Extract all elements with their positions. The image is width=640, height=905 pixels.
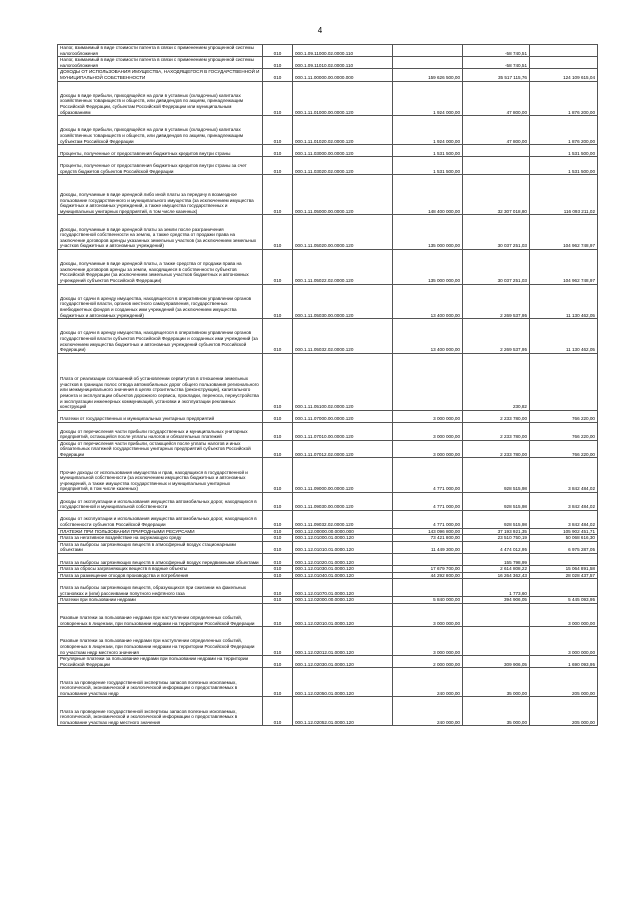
row-unexecuted-amount-cell: 766 220,00 [530, 410, 598, 422]
row-budget-code-cell: 000.1.12.02030.01.0000.120 [293, 656, 393, 668]
row-admin-code-cell: 010 [263, 116, 293, 145]
row-executed-amount-cell: 928 515,98 [463, 510, 530, 528]
row-admin-code-cell: 010 [263, 422, 293, 440]
row-name-cell: Регулярные платежи за пользование недрами при пользовании недрами на территории Российской Федерации [58, 656, 263, 668]
row-approved-amount-cell: 3 000 000,00 [393, 627, 463, 656]
row-admin-code-cell: 010 [263, 528, 293, 535]
row-name-cell: Платежи от государственных и муниципальных унитарных предприятий [58, 410, 263, 422]
row-approved-amount-cell [393, 45, 463, 57]
row-unexecuted-amount-cell: 205 000,00 [530, 668, 598, 697]
table-row [58, 697, 598, 726]
row-unexecuted-amount-cell: 15 064 891,58 [530, 566, 598, 573]
row-approved-amount-cell: 73 421 800,00 [393, 535, 463, 542]
row-name-cell: Доходы, получаемые в виде арендной либо иной платы за передачу в возмездное пользование государственного и муниципального имущества (за исключением имущества бюджетных и автономных учреждений, а также имущества государственных и муниципальных унитарных предприятий, в том числе казенных) [58, 175, 263, 215]
row-executed-amount-cell: -58 740,51 [463, 45, 530, 57]
row-budget-code-cell: 000.1.11.01020.02.0000.120 [293, 116, 393, 145]
row-executed-amount-cell [463, 603, 530, 626]
row-budget-code-cell: 000.1.12.02012.01.0000.120 [293, 627, 393, 656]
row-budget-code-cell: 000.1.12.01010.01.0000.120 [293, 541, 393, 553]
row-admin-code-cell: 010 [263, 81, 293, 116]
row-approved-amount-cell: 1 531 500,00 [393, 157, 463, 175]
row-name-cell: Доходы от эксплуатации и использования имущества автомобильных дорог, находящихся в собственности субъектов Российской Федерации [58, 510, 263, 528]
row-budget-code-cell: 000.1.11.05100.02.0000.120 [293, 353, 393, 410]
row-name-cell: Налог, взимаемый в виде стоимости патента в связи с применением упрощенной системы налогообложения [58, 57, 263, 69]
row-name-cell: Плата за сбросы загрязняющих веществ в водные объекты [58, 566, 263, 573]
row-budget-code-cell: 000.1.11.05022.02.0000.120 [293, 249, 393, 284]
row-budget-code-cell: 000.1.11.09030.00.0000.120 [293, 493, 393, 511]
row-admin-code-cell: 010 [263, 579, 293, 597]
row-executed-amount-cell: 47 800,00 [463, 81, 530, 116]
row-approved-amount-cell: 135 000 000,00 [393, 249, 463, 284]
page-number: 4 [317, 26, 323, 35]
row-budget-code-cell: 000.1.11.05030.00.0000.120 [293, 284, 393, 319]
budget-revenue-table [57, 44, 598, 726]
row-admin-code-cell: 010 [263, 697, 293, 726]
row-unexecuted-amount-cell [530, 353, 598, 410]
table-row [58, 541, 598, 553]
row-name-cell: Доходы в виде прибыли, приходящейся на доли в уставных (складочных) капиталах хозяйственных товариществ и обществ, или дивидендов по акциям, принадлежащим субъектам Российской Федерации [58, 116, 263, 145]
row-admin-code-cell: 010 [263, 656, 293, 668]
row-admin-code-cell: 010 [263, 510, 293, 528]
row-name-cell: Плата за выбросы загрязняющих веществ, образующихся при сжигании на факельных установках и (или) рассеивании попутного нефтяного газа [58, 579, 263, 597]
table-row [58, 81, 598, 116]
row-name-cell: Доходы от сдачи в аренду имущества, находящегося в оперативном управлении органов государственной власти субъектов Российской Федерации и созданных ими учреждений (за исключением имущества бюджетных и автономных учреждений субъектов Российской Федерации) [58, 319, 263, 354]
table-row [58, 284, 598, 319]
row-executed-amount-cell: 30 037 251,03 [463, 215, 530, 250]
row-unexecuted-amount-cell: 11 130 462,05 [530, 284, 598, 319]
row-approved-amount-cell: 3 000 000,00 [393, 440, 463, 458]
row-name-cell: ПЛАТЕЖИ ПРИ ПОЛЬЗОВАНИИ ПРИРОДНЫМИ РЕСУРСАМИ [58, 528, 263, 535]
row-executed-amount-cell: 2 269 537,95 [463, 284, 530, 319]
row-unexecuted-amount-cell: 11 130 462,05 [530, 319, 598, 354]
row-name-cell: Доходы в виде прибыли, приходящейся на доли в уставных (складочных) капиталах хозяйственных товариществ и обществ, или дивидендов по акциям, принадлежащим Российской Федерации, субъектам Российской Федерации или муниципальным образованиям [58, 81, 263, 116]
row-approved-amount-cell: 1 531 500,00 [393, 145, 463, 157]
row-approved-amount-cell: 2 000 000,00 [393, 656, 463, 668]
row-executed-amount-cell: 30 037 251,03 [463, 249, 530, 284]
row-unexecuted-amount-cell: 766 220,00 [530, 440, 598, 458]
row-admin-code-cell: 010 [263, 566, 293, 573]
row-budget-code-cell: 000.1.11.05020.00.0000.120 [293, 215, 393, 250]
table-row [58, 249, 598, 284]
row-budget-code-cell: 000.1.11.00000.00.0000.000 [293, 69, 393, 81]
row-budget-code-cell: 000.1.11.07010.00.0000.120 [293, 422, 393, 440]
row-approved-amount-cell: 5 840 000,00 [393, 597, 463, 604]
table-row [58, 319, 598, 354]
row-approved-amount-cell [393, 57, 463, 69]
row-admin-code-cell: 010 [263, 440, 293, 458]
row-admin-code-cell: 010 [263, 215, 293, 250]
row-approved-amount-cell: 3 000 000,00 [393, 422, 463, 440]
row-budget-code-cell: 000.1.11.03000.00.0000.120 [293, 145, 393, 157]
row-executed-amount-cell: -58 740,51 [463, 57, 530, 69]
row-budget-code-cell: 000.1.12.02050.01.0000.120 [293, 668, 393, 697]
row-executed-amount-cell: 928 515,98 [463, 458, 530, 493]
row-admin-code-cell: 010 [263, 572, 293, 579]
row-name-cell: Налог, взимаемый в виде стоимости патента в связи с применением упрощенной системы налогообложения [58, 45, 263, 57]
table-row [58, 116, 598, 145]
row-budget-code-cell: 000.1.11.09032.02.0000.120 [293, 510, 393, 528]
row-approved-amount-cell: 240 000,00 [393, 668, 463, 697]
row-name-cell: Прочие доходы от использования имущества и прав, находящихся в государственной и муниципальной собственности (за исключением имущества бюджетных и автономных учреждений, а также имущества государственных и муниципальных унитарных предприятий, в том числе казенных) [58, 458, 263, 493]
row-approved-amount-cell: 135 000 000,00 [393, 215, 463, 250]
row-admin-code-cell: 010 [263, 627, 293, 656]
row-name-cell: Плата за проведение государственной экспертизы запасов полезных ископаемых, геологической, экономической и экологической информации о предоставляемых в пользование участках недр местного значения [58, 697, 263, 726]
row-admin-code-cell: 010 [263, 668, 293, 697]
row-name-cell: Доходы от перечисления части прибыли, остающейся после уплаты налогов и иных обязательных платежей государственных унитарных предприятий субъектов Российской Федерации [58, 440, 263, 458]
row-budget-code-cell: 000.1.12.01030.01.0000.120 [293, 566, 393, 573]
row-approved-amount-cell: 11 449 300,00 [393, 541, 463, 553]
row-budget-code-cell: 000.1.11.05032.02.0000.120 [293, 319, 393, 354]
table-row [58, 579, 598, 597]
row-executed-amount-cell [463, 627, 530, 656]
row-executed-amount-cell: 155 798,99 [463, 554, 530, 566]
row-budget-code-cell: 000.1.12.01070.01.0000.120 [293, 579, 393, 597]
row-admin-code-cell: 010 [263, 458, 293, 493]
row-unexecuted-amount-cell: 205 000,00 [530, 697, 598, 726]
row-executed-amount-cell: 4 474 012,95 [463, 541, 530, 553]
row-admin-code-cell: 010 [263, 353, 293, 410]
row-approved-amount-cell: 13 400 000,00 [393, 284, 463, 319]
row-name-cell: Плата от реализации соглашений об установлении сервитутов в отношении земельных участков в границах полос отвода автомобильных дорог общего пользования регионального или межмуниципального значения в целях строительства (реконструкции), капитального ремонта и эксплуатации объектов дорожного сервиса, прокладки, переноса, переустройства и эксплуатации инженерных коммуникаций, установки и эксплуатации рекламных конструкций [58, 353, 263, 410]
row-name-cell: Разовые платежи за пользование недрами при наступлении определенных событий, оговоренных в лицензии, при пользовании недрами на территории Российской Федерации по участкам недр местного значения [58, 627, 263, 656]
row-unexecuted-amount-cell: 766 220,00 [530, 422, 598, 440]
row-executed-amount-cell: 394 906,05 [463, 597, 530, 604]
table-row [58, 458, 598, 493]
row-admin-code-cell: 010 [263, 57, 293, 69]
row-admin-code-cell: 010 [263, 157, 293, 175]
table-row [58, 535, 598, 542]
row-approved-amount-cell [393, 579, 463, 597]
row-approved-amount-cell: 4 771 000,00 [393, 493, 463, 511]
table-row [58, 597, 598, 604]
row-budget-code-cell: 000.1.12.01020.01.0000.120 [293, 554, 393, 566]
row-unexecuted-amount-cell: 3 842 484,02 [530, 510, 598, 528]
row-budget-code-cell: 000.1.12.01000.01.0000.120 [293, 535, 393, 542]
row-budget-code-cell: 000.1.11.05000.00.0000.120 [293, 175, 393, 215]
row-executed-amount-cell: 16 264 362,43 [463, 572, 530, 579]
table-row [58, 57, 598, 69]
row-budget-code-cell: 000.1.11.09000.00.0000.120 [293, 458, 393, 493]
row-unexecuted-amount-cell [530, 554, 598, 566]
row-name-cell: Доходы от эксплуатации и использования имущества автомобильных дорог, находящихся в государственной и муниципальной собственности [58, 493, 263, 511]
table-row [58, 510, 598, 528]
row-approved-amount-cell [393, 554, 463, 566]
row-budget-code-cell: 000.1.12.01040.01.0000.120 [293, 572, 393, 579]
row-budget-code-cell: 000.1.11.03020.02.0000.120 [293, 157, 393, 175]
table-row [58, 215, 598, 250]
row-admin-code-cell: 010 [263, 535, 293, 542]
row-name-cell: Плата за размещение отходов производства и потребления [58, 572, 263, 579]
row-executed-amount-cell: 1 773,60 [463, 579, 530, 597]
row-unexecuted-amount-cell: 104 962 748,97 [530, 215, 598, 250]
table-row [58, 175, 598, 215]
table-row [58, 572, 598, 579]
row-unexecuted-amount-cell: 3 842 484,02 [530, 458, 598, 493]
row-executed-amount-cell: 309 906,05 [463, 656, 530, 668]
row-unexecuted-amount-cell: 116 093 211,02 [530, 175, 598, 215]
row-executed-amount-cell [463, 157, 530, 175]
row-unexecuted-amount-cell: 6 975 287,05 [530, 541, 598, 553]
row-admin-code-cell: 010 [263, 603, 293, 626]
row-approved-amount-cell: 240 000,00 [393, 697, 463, 726]
row-name-cell: Доходы от сдачи в аренду имущества, находящегося в оперативном управлении органов государственной власти, органов местного самоуправления, государственных внебюджетных фондов и созданных ими учреждений (за исключением имущества бюджетных и автономных учреждений) [58, 284, 263, 319]
row-executed-amount-cell: 32 307 018,80 [463, 175, 530, 215]
row-admin-code-cell: 010 [263, 541, 293, 553]
table-row [58, 157, 598, 175]
row-budget-code-cell: 000.1.12.02000.00.0000.120 [293, 597, 393, 604]
row-executed-amount-cell: 23 510 750,19 [463, 535, 530, 542]
table-row [58, 528, 598, 535]
row-admin-code-cell: 010 [263, 284, 293, 319]
row-admin-code-cell: 010 [263, 319, 293, 354]
row-executed-amount-cell: 2 614 808,22 [463, 566, 530, 573]
row-executed-amount-cell: 37 193 921,35 [463, 528, 530, 535]
row-admin-code-cell: 010 [263, 554, 293, 566]
row-name-cell: ДОХОДЫ ОТ ИСПОЛЬЗОВАНИЯ ИМУЩЕСТВА, НАХОДЯЩЕГОСЯ В ГОСУДАРСТВЕННОЙ И МУНИЦИПАЛЬНОЙ СОБСТВЕННОСТИ [58, 69, 263, 81]
row-executed-amount-cell: 928 515,98 [463, 493, 530, 511]
row-name-cell: Проценты, полученные от предоставления бюджетных кредитов внутри страны за счет средств бюджетов субъектов Российской Федерации [58, 157, 263, 175]
table-row [58, 656, 598, 668]
row-name-cell: Плата за негативное воздействие на окружающую среду [58, 535, 263, 542]
row-executed-amount-cell: 35 000,00 [463, 697, 530, 726]
table-row [58, 353, 598, 410]
row-approved-amount-cell: 4 771 000,00 [393, 458, 463, 493]
row-name-cell: Платежи при пользовании недрами [58, 597, 263, 604]
row-approved-amount-cell: 3 000 000,00 [393, 603, 463, 626]
row-executed-amount-cell [463, 145, 530, 157]
row-unexecuted-amount-cell: 50 068 616,30 [530, 535, 598, 542]
row-executed-amount-cell: 35 517 115,76 [463, 69, 530, 81]
row-admin-code-cell: 010 [263, 597, 293, 604]
table-row [58, 668, 598, 697]
row-name-cell: Проценты, полученные от предоставления бюджетных кредитов внутри страны [58, 145, 263, 157]
row-admin-code-cell: 010 [263, 175, 293, 215]
row-unexecuted-amount-cell [530, 57, 598, 69]
row-approved-amount-cell [393, 353, 463, 410]
row-admin-code-cell: 010 [263, 69, 293, 81]
table-row [58, 554, 598, 566]
row-unexecuted-amount-cell: 124 109 615,04 [530, 69, 598, 81]
row-name-cell: Плата за выбросы загрязняющих веществ в атмосферный воздух передвижными объектами [58, 554, 263, 566]
table-row [58, 45, 598, 57]
row-admin-code-cell: 010 [263, 249, 293, 284]
row-name-cell: Разовые платежи за пользование недрами при наступлении определенных событий, оговоренных в лицензии, при пользовании недрами на территории Российской Федерации [58, 603, 263, 626]
row-executed-amount-cell: 35 000,00 [463, 668, 530, 697]
table-row [58, 493, 598, 511]
row-budget-code-cell: 000.1.12.02052.01.0000.120 [293, 697, 393, 726]
row-executed-amount-cell: 2 233 780,00 [463, 410, 530, 422]
row-unexecuted-amount-cell: 104 962 748,97 [530, 249, 598, 284]
row-approved-amount-cell: 143 096 800,00 [393, 528, 463, 535]
row-budget-code-cell: 000.1.11.01000.00.0000.120 [293, 81, 393, 116]
row-unexecuted-amount-cell [530, 45, 598, 57]
row-unexecuted-amount-cell: 3 000 000,00 [530, 603, 598, 626]
row-unexecuted-amount-cell: 105 902 451,71 [530, 528, 598, 535]
row-approved-amount-cell: 1 924 000,00 [393, 116, 463, 145]
row-name-cell: Доходы от перечисления части прибыли государственных и муниципальных унитарных предприятий, остающейся после уплаты налогов и обязательных платежей [58, 422, 263, 440]
table-row [58, 69, 598, 81]
table-row [58, 410, 598, 422]
row-unexecuted-amount-cell: 5 445 093,95 [530, 597, 598, 604]
row-admin-code-cell: 010 [263, 145, 293, 157]
row-name-cell: Доходы, получаемые в виде арендной платы за земли после разграничения государственной собственности на землю, а также средства от продажи права на заключение договоров аренды указанных земельных участков (за исключением земельных участков бюджетных и автономных учреждений) [58, 215, 263, 250]
row-unexecuted-amount-cell: 1 876 200,00 [530, 116, 598, 145]
row-unexecuted-amount-cell: 3 842 484,02 [530, 493, 598, 511]
table-row [58, 603, 598, 626]
row-name-cell: Доходы, получаемые в виде арендной платы, а также средства от продажи права на заключение договоров аренды за земли, находящиеся в собственности субъектов Российской Федерации (за исключением земельных участков бюджетных и автономных учреждений субъектов Российской Федерации) [58, 249, 263, 284]
row-unexecuted-amount-cell: 3 000 000,00 [530, 627, 598, 656]
row-unexecuted-amount-cell: 1 531 500,00 [530, 145, 598, 157]
row-approved-amount-cell: 159 626 500,00 [393, 69, 463, 81]
row-executed-amount-cell: 230,82 [463, 353, 530, 410]
table-row [58, 566, 598, 573]
row-approved-amount-cell: 44 292 800,00 [393, 572, 463, 579]
row-budget-code-cell: 000.1.09.11010.02.0000.110 [293, 57, 393, 69]
row-approved-amount-cell: 13 400 000,00 [393, 319, 463, 354]
row-executed-amount-cell: 2 233 780,00 [463, 440, 530, 458]
row-approved-amount-cell: 148 400 000,00 [393, 175, 463, 215]
row-executed-amount-cell: 47 800,00 [463, 116, 530, 145]
table-row [58, 422, 598, 440]
row-budget-code-cell: 000.1.09.11000.02.0000.110 [293, 45, 393, 57]
row-unexecuted-amount-cell: 1 876 200,00 [530, 81, 598, 116]
row-unexecuted-amount-cell: 28 028 437,57 [530, 572, 598, 579]
row-name-cell: Плата за проведение государственной экспертизы запасов полезных ископаемых, геологической, экономической и экологической информации о предоставляемых в пользование участках недр [58, 668, 263, 697]
row-budget-code-cell: 000.1.12.00000.00.0000.000 [293, 528, 393, 535]
row-unexecuted-amount-cell: 1 531 500,00 [530, 157, 598, 175]
row-admin-code-cell: 010 [263, 410, 293, 422]
row-budget-code-cell: 000.1.11.07012.02.0000.120 [293, 440, 393, 458]
row-approved-amount-cell: 17 679 700,00 [393, 566, 463, 573]
row-approved-amount-cell: 1 924 000,00 [393, 81, 463, 116]
table-row [58, 440, 598, 458]
row-name-cell: Плата за выбросы загрязняющих веществ в атмосферный воздух стационарными объектами [58, 541, 263, 553]
row-executed-amount-cell: 2 233 780,00 [463, 422, 530, 440]
row-approved-amount-cell: 4 771 000,00 [393, 510, 463, 528]
row-unexecuted-amount-cell [530, 579, 598, 597]
row-admin-code-cell: 010 [263, 493, 293, 511]
row-unexecuted-amount-cell: 1 690 093,95 [530, 656, 598, 668]
row-executed-amount-cell: 2 269 537,95 [463, 319, 530, 354]
row-approved-amount-cell: 3 000 000,00 [393, 410, 463, 422]
row-admin-code-cell: 010 [263, 45, 293, 57]
row-budget-code-cell: 000.1.11.07000.00.0000.120 [293, 410, 393, 422]
table-row [58, 627, 598, 656]
table-row [58, 145, 598, 157]
row-budget-code-cell: 000.1.12.02010.01.0000.120 [293, 603, 393, 626]
